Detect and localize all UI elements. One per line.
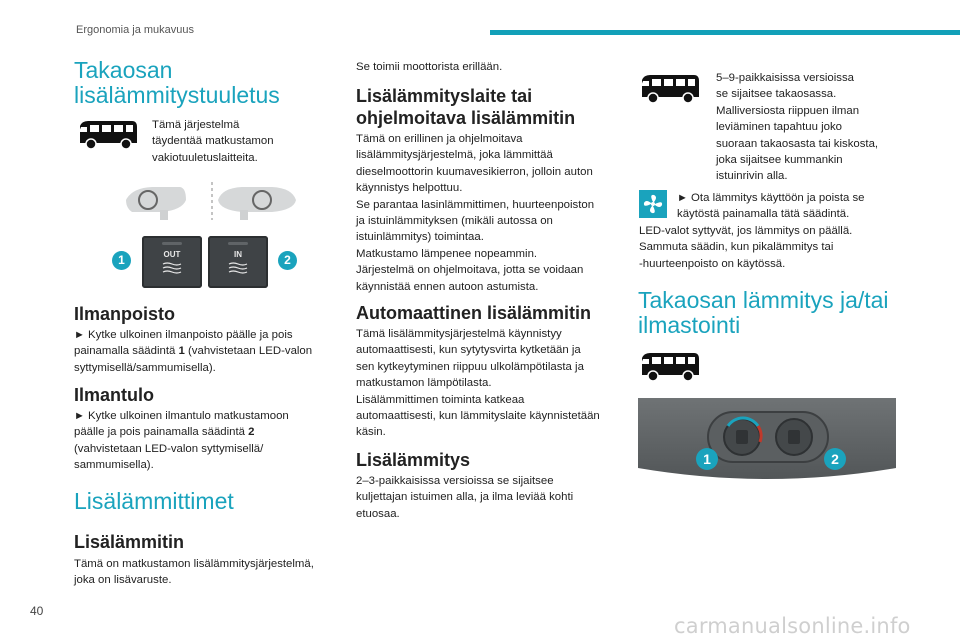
van-icon — [638, 350, 702, 384]
lisalammitin-text: Tämä on matkustamon lisälämmitysjärjestelmä, joka on lisävaruste. — [74, 558, 314, 587]
automaattinen-heading: Automaattinen lisälämmitin — [356, 303, 592, 323]
ilmantulo-text: ► Kytke ulkoinen ilmantulo matkustamoon päälle ja pois painamalla säädintä 2 (vahvistetaan LED-valon syttymisellä/ sammumisella). — [74, 410, 289, 472]
dashboard-illustration — [122, 180, 302, 222]
callout-2: 2 — [278, 251, 297, 270]
button-out[interactable] — [142, 236, 202, 288]
air-waves-icon — [162, 262, 182, 274]
col1-intro: Tämä järjestelmä täydentää matkustamon vakiotuuletuslaitteita. — [152, 119, 274, 164]
col2-top-line: Se toimii moottorista erillään. — [356, 61, 503, 73]
lisalammitys-heading: Lisälämmitys — [356, 450, 471, 470]
rear-heating-heading: Takaosan lämmitys ja/tai ilmastointi — [638, 287, 889, 338]
col1-title: Takaosan lisälämmitystuuletus — [74, 57, 280, 108]
header-accent-bar — [490, 30, 960, 35]
air-waves-icon — [228, 262, 248, 274]
page-number: 40 — [30, 604, 44, 618]
button-out-label: OUT — [163, 250, 181, 259]
callout-2: 2 — [824, 448, 846, 470]
callout-1: 1 — [112, 251, 131, 270]
automaattinen-text: Tämä lisälämmitysjärjestelmä käynnistyy automaattisesti, kun sytytysvirta kytketään ja sen kytkeytyminen riippuu ulkolämpötilasta ja matkustamon lämpötilasta. Lisälämmittimen toiminta katkeaa automaattisesti, kun lämmityslaite käynnistetään käsin. — [356, 328, 600, 439]
running-header: Ergonomia ja mukavuus — [76, 24, 195, 36]
ilmanpoisto-text: ► Kytke ulkoinen ilmanpoisto päälle ja pois painamalla säädintä 1 (vahvistetaan LED-valon syttymisellä/sammumisella). — [74, 329, 313, 374]
lisalammitin-heading: Lisälämmitin — [74, 532, 185, 552]
ilmantulo-heading: Ilmantulo — [74, 385, 154, 405]
button-in-label: IN — [234, 250, 242, 259]
button-in[interactable] — [208, 236, 268, 288]
fan-text: ► Ota lämmitys käyttöön ja poista se käytöstä painamalla tätä säädintä. LED-valot syttyvät, jos lämmitys on päällä. Sammuta säädin, kun pikalämmitys tai -huurteenpoisto on käytössä. — [639, 192, 865, 270]
callout-1: 1 — [696, 448, 718, 470]
van-icon — [76, 118, 140, 152]
ohjelmoitava-text: Tämä on erillinen ja ohjelmoitava lisälämmitysjärjestelmä, joka lämmittää dieselmoottorin kuumavesikierron, jolloin auton käynnistys helpottuu. Se parantaa lasinlämmittimen, huurteenpoiston ja istuinlämmityksen (mikäli autossa on istuinlämmitys) toimintaa. Matkustamo lämpenee nopeammin. Järjestelmä on ohjelmoitava, jotta se voidaan käynnistää ennen autoon astumista. — [356, 133, 595, 293]
col3-van-text: 5–9-paikkaisissa versioissa se sijaitsee takaosassa. Malliversiosta riippuen ilman leviäminen tapahtuu joko suoraan takaosasta tai kiskosta, joka sijaitsee kummankin istuinrivin alla. — [716, 72, 879, 183]
ilmanpoisto-heading: Ilmanpoisto — [74, 304, 176, 324]
lisalammittimet-heading: Lisälämmittimet — [74, 488, 234, 514]
watermark: carmanualsonline.info — [674, 614, 911, 638]
lisalammitys-text: 2–3-paikkaisissa versioissa se sijaitsee kuljettajan istuimen alla, ja ilma leviää kohti etuosaa. — [356, 475, 574, 520]
rear-control-panel — [638, 398, 896, 488]
van-icon — [638, 72, 702, 106]
ohjelmoitava-heading: Lisälämmityslaite tai ohjelmoitava lisälämmitin — [356, 86, 576, 128]
